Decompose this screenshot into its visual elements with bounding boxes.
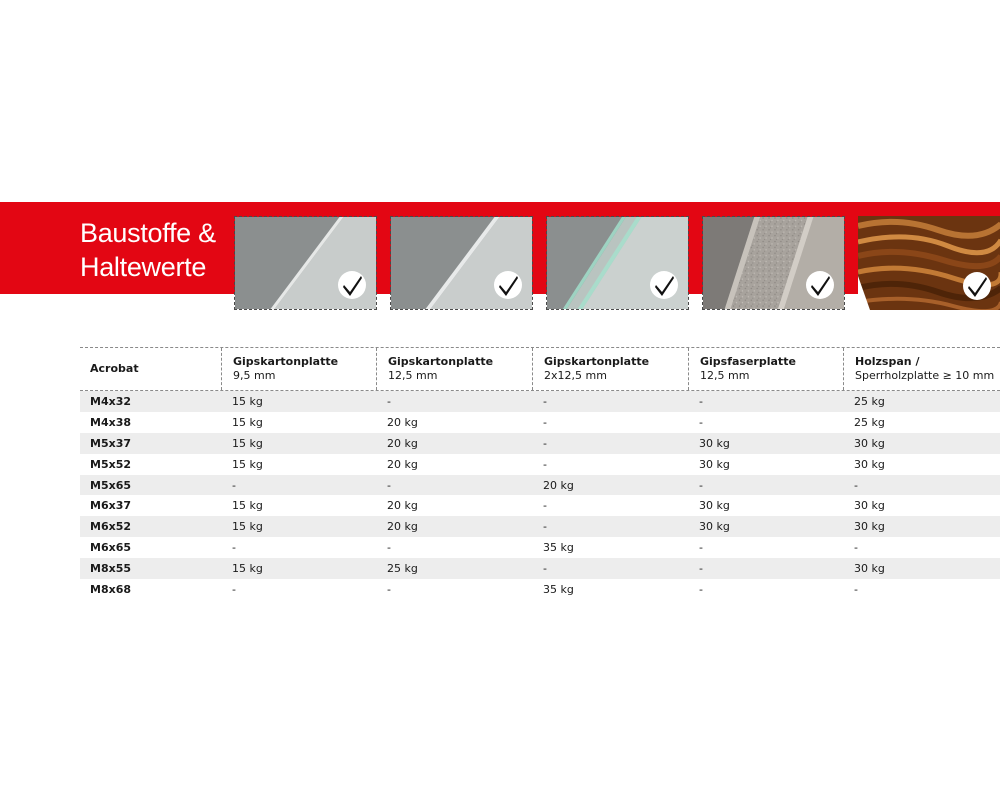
material-tile-gypsum-fiber bbox=[702, 216, 845, 310]
load-value-cell: - bbox=[543, 415, 547, 429]
load-value-cell: 15 kg bbox=[232, 415, 263, 429]
load-value-cell: 30 kg bbox=[699, 436, 730, 450]
product-name-cell: M4x32 bbox=[90, 394, 132, 408]
load-value-cell: - bbox=[854, 582, 858, 596]
load-value-cell: 20 kg bbox=[387, 415, 418, 429]
checkmark-icon bbox=[806, 271, 834, 299]
load-value-cell: 15 kg bbox=[232, 499, 263, 513]
table-row bbox=[80, 475, 1000, 496]
load-value-cell: - bbox=[854, 478, 858, 492]
load-value-cell: - bbox=[699, 582, 703, 596]
table-row bbox=[80, 579, 1000, 600]
product-name-cell: M8x68 bbox=[90, 582, 132, 596]
product-name-cell: M5x52 bbox=[90, 457, 132, 471]
load-value-cell: 30 kg bbox=[854, 499, 885, 513]
load-value-cell: - bbox=[543, 520, 547, 534]
load-value-cell: - bbox=[699, 394, 703, 408]
material-tile-wood bbox=[858, 216, 1000, 310]
material-tile-gypsum-9-5 bbox=[234, 216, 377, 310]
load-value-cell: - bbox=[854, 541, 858, 555]
load-value-cell: 30 kg bbox=[699, 499, 730, 513]
page-title-line-1: Baustoffe & bbox=[80, 218, 216, 248]
product-name-cell: M6x65 bbox=[90, 541, 132, 555]
product-name-cell: M4x38 bbox=[90, 415, 132, 429]
load-value-cell: 15 kg bbox=[232, 562, 263, 576]
load-value-cell: - bbox=[699, 562, 703, 576]
load-value-cell: - bbox=[699, 541, 703, 555]
product-name-cell: M5x37 bbox=[90, 436, 132, 450]
load-value-cell: - bbox=[387, 478, 391, 492]
table-row bbox=[80, 516, 1000, 537]
table-body bbox=[80, 391, 1000, 600]
column-header-gipsfaser: Gipsfaserplatte 12,5 mm bbox=[688, 348, 843, 390]
load-value-cell: 30 kg bbox=[854, 436, 885, 450]
product-name-cell: M5x65 bbox=[90, 478, 132, 492]
load-value-cell: 25 kg bbox=[854, 415, 885, 429]
load-value-cell: 30 kg bbox=[699, 520, 730, 534]
load-value-cell: 30 kg bbox=[699, 457, 730, 471]
checkmark-icon bbox=[494, 271, 522, 299]
column-header-gipskarton-9-5: Gipskartonplatte 9,5 mm bbox=[221, 348, 376, 390]
load-value-cell: 30 kg bbox=[854, 562, 885, 576]
product-name-cell: M6x37 bbox=[90, 499, 132, 513]
load-value-cell: - bbox=[699, 478, 703, 492]
load-value-cell: - bbox=[543, 457, 547, 471]
load-value-cell: 25 kg bbox=[387, 562, 418, 576]
load-value-cell: 15 kg bbox=[232, 394, 263, 408]
load-value-cell: - bbox=[232, 478, 236, 492]
load-value-cell: - bbox=[232, 541, 236, 555]
column-header-holzspan: Holzspan / Sperrholzplatte ≥ 10 mm bbox=[843, 348, 1000, 390]
load-value-cell: - bbox=[543, 562, 547, 576]
load-value-cell: 20 kg bbox=[543, 478, 574, 492]
load-value-cell: - bbox=[387, 394, 391, 408]
load-value-cell: 35 kg bbox=[543, 541, 574, 555]
load-value-cell: 15 kg bbox=[232, 457, 263, 471]
load-value-cell: 30 kg bbox=[854, 457, 885, 471]
load-value-cell: - bbox=[543, 394, 547, 408]
table-row bbox=[80, 433, 1000, 454]
table-row bbox=[80, 495, 1000, 516]
column-header-gipskarton-12-5: Gipskartonplatte 12,5 mm bbox=[376, 348, 532, 390]
load-value-cell: - bbox=[699, 415, 703, 429]
table-row bbox=[80, 558, 1000, 579]
table-row bbox=[80, 454, 1000, 475]
load-value-cell: - bbox=[232, 582, 236, 596]
load-value-cell: 20 kg bbox=[387, 520, 418, 534]
load-value-cell: 20 kg bbox=[387, 499, 418, 513]
checkmark-icon bbox=[963, 272, 991, 300]
table-row bbox=[80, 537, 1000, 558]
load-value-cell: - bbox=[543, 499, 547, 513]
load-value-cell: 35 kg bbox=[543, 582, 574, 596]
load-capacity-table bbox=[80, 347, 1000, 600]
column-header-product: Acrobat bbox=[90, 362, 139, 375]
material-tile-gypsum-2x12-5 bbox=[546, 216, 689, 310]
table-header bbox=[80, 348, 1000, 391]
load-value-cell: - bbox=[543, 436, 547, 450]
load-value-cell: 15 kg bbox=[232, 520, 263, 534]
load-value-cell: 30 kg bbox=[854, 520, 885, 534]
load-value-cell: 25 kg bbox=[854, 394, 885, 408]
load-value-cell: 20 kg bbox=[387, 457, 418, 471]
checkmark-icon bbox=[338, 271, 366, 299]
load-value-cell: - bbox=[387, 541, 391, 555]
table-row bbox=[80, 391, 1000, 412]
material-tile-gypsum-12-5 bbox=[390, 216, 533, 310]
page-title-line-2: Haltewerte bbox=[80, 252, 207, 282]
column-header-gipskarton-2x12-5: Gipskartonplatte 2x12,5 mm bbox=[532, 348, 688, 390]
load-value-cell: 20 kg bbox=[387, 436, 418, 450]
load-value-cell: 15 kg bbox=[232, 436, 263, 450]
checkmark-icon bbox=[650, 271, 678, 299]
page-title bbox=[80, 216, 216, 284]
product-name-cell: M6x52 bbox=[90, 520, 132, 534]
product-name-cell: M8x55 bbox=[90, 562, 132, 576]
load-value-cell: - bbox=[387, 582, 391, 596]
table-row bbox=[80, 412, 1000, 433]
